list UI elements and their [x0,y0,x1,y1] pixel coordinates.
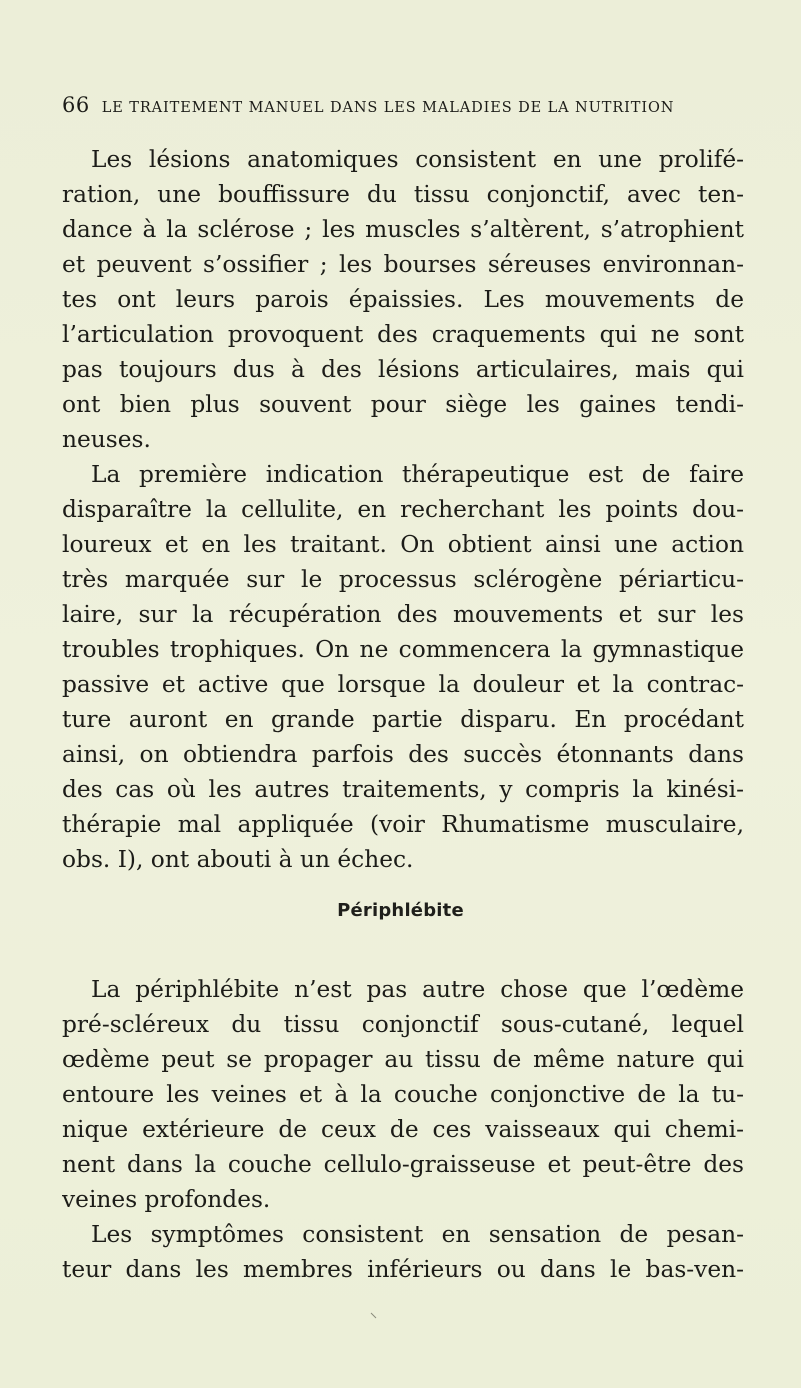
text-line: troubles trophiques. On ne commencera la gymnastique [62,636,744,663]
text-line: pré-scléreux du tissu conjonctif sous-cutané, lequel [62,1011,744,1038]
paragraph-block-lesions [62,142,744,877]
running-head-title: LE TRAITEMENT MANUEL DANS LES MALADIES DE LA NUTRITION [101,100,675,116]
text-line: ture auront en grande partie disparu. En procédant [62,706,744,733]
text-line: nique extérieure de ceux de ces vaisseaux qui chemi- [62,1116,744,1143]
text-line: nent dans la couche cellulo-graisseuse et peut-être des [62,1151,744,1178]
text-line: œdème peut se propager au tissu de même nature qui [62,1046,744,1073]
text-line: passive et active que lorsque la douleur et la contrac- [62,671,744,698]
text-line: Les lésions anatomiques consistent en une prolifé- [91,146,744,173]
text-line: ration, une bouffissure du tissu conjonctif, avec ten- [62,181,744,208]
paragraph-block-periphlebite [62,972,744,1287]
text-line: Les symptômes consistent en sensation de pesan- [91,1221,744,1248]
text-line: dance à la sclérose ; les muscles s’altèrent, s’atrophient [62,216,744,243]
text-line: loureux et en les traitant. On obtient ainsi une action [62,531,744,558]
text-line: thérapie mal appliquée (voir Rhumatisme musculaire, [62,811,744,838]
text-line: ainsi, on obtiendra parfois des succès étonnants dans [62,741,744,768]
text-line: ont bien plus souvent pour siège les gaines tendi- [62,391,744,418]
text-line: des cas où les autres traitements, y compris la kinési- [62,776,744,803]
page-number: 66 [62,93,90,117]
text-line: disparaître la cellulite, en recherchant les points dou- [62,496,744,523]
text-line: neuses. [62,426,151,453]
running-head [62,93,742,123]
text-line: veines profondes. [62,1186,271,1213]
print-speck-icon [370,1312,378,1320]
text-line: laire, sur la récupération des mouvements et sur les [62,601,744,628]
text-line: obs. I), ont abouti à un échec. [62,846,414,873]
section-heading: Périphlébite [337,900,464,921]
text-line: l’articulation provoquent des craquements qui ne sont [62,321,744,348]
text-line: très marquée sur le processus sclérogène périarticu- [62,566,744,593]
text-line: La première indication thérapeutique est de faire [91,461,744,488]
text-line: tes ont leurs parois épaissies. Les mouvements de [62,286,744,313]
text-line: teur dans les membres inférieurs ou dans le bas-ven- [62,1256,744,1283]
text-line: entoure les veines et à la couche conjonctive de la tu- [62,1081,744,1108]
text-line: La périphlébite n’est pas autre chose que l’œdème [91,976,744,1003]
text-line: pas toujours dus à des lésions articulaires, mais qui [62,356,744,383]
text-line: et peuvent s’ossifier ; les bourses séreuses environnan- [62,251,744,278]
